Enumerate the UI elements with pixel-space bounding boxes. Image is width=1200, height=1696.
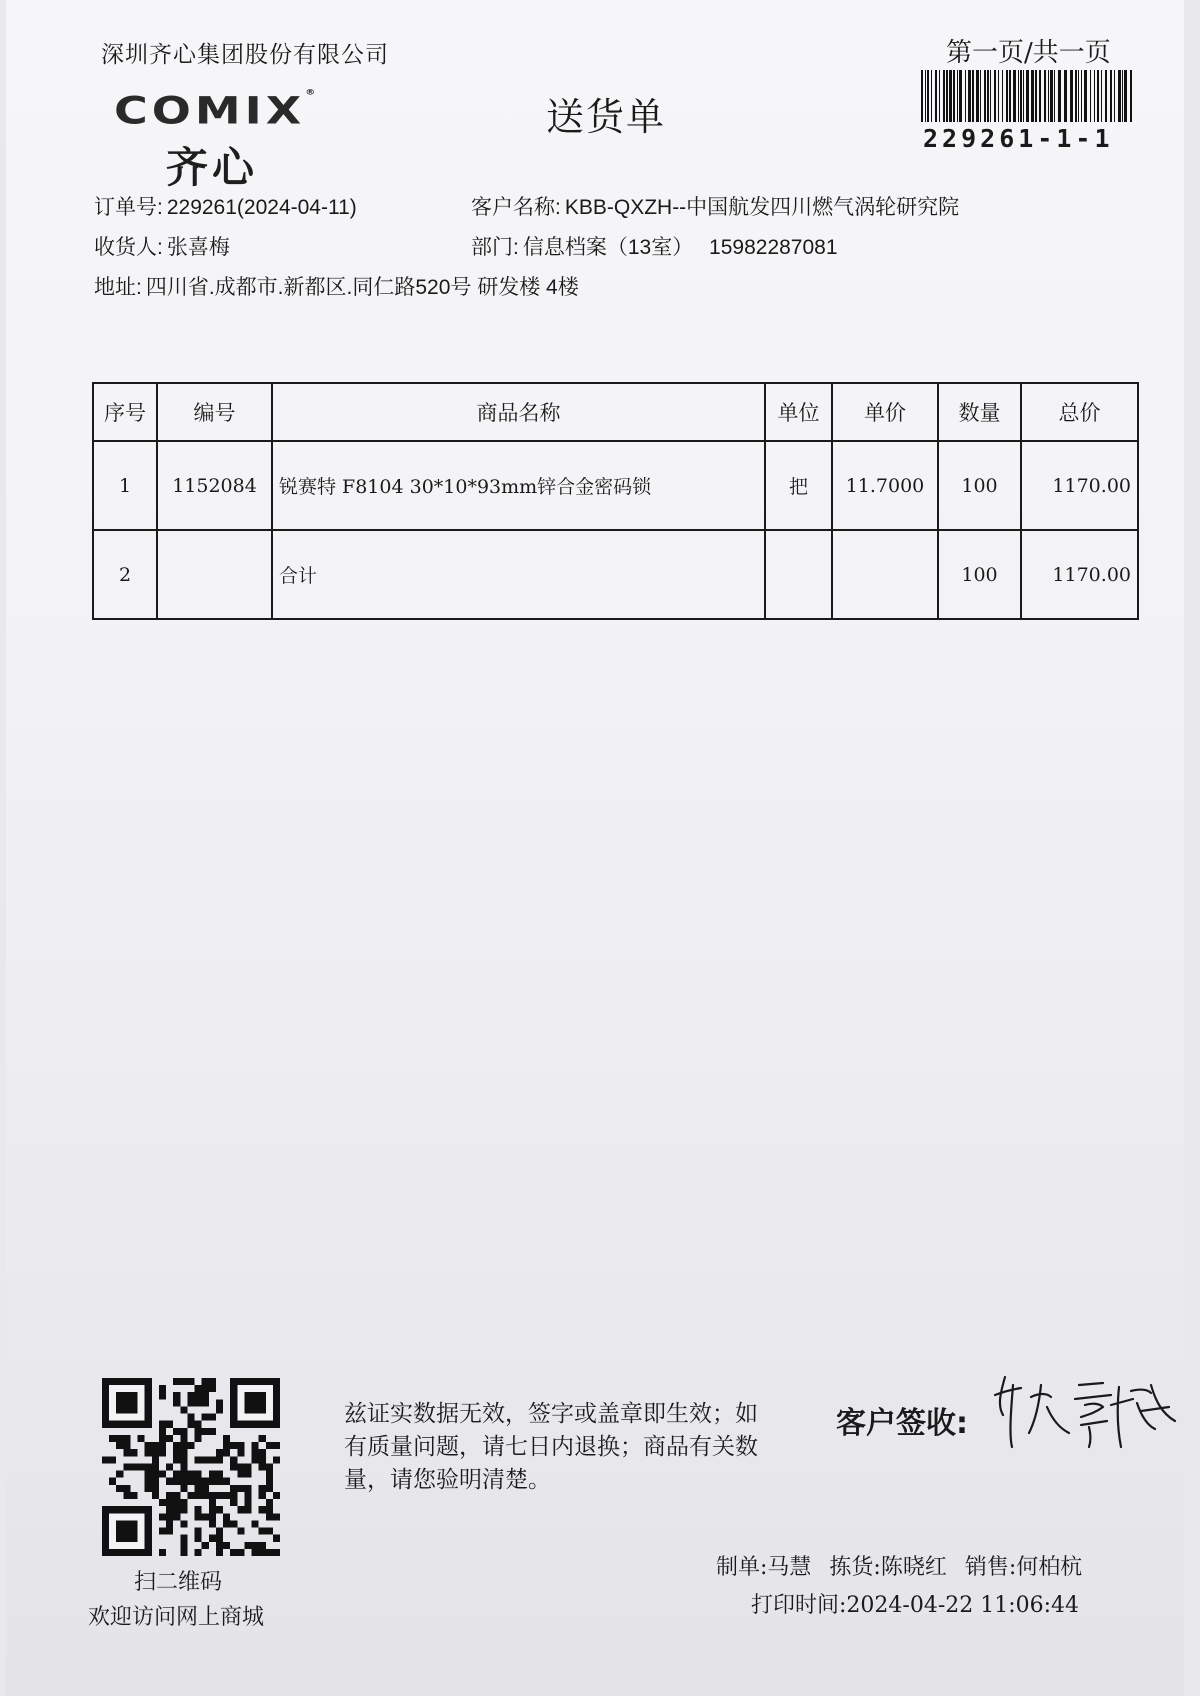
column-header: 单价 [832, 383, 938, 441]
qr-caption-mall: 欢迎访问网上商城 [88, 1605, 265, 1630]
column-header: 编号 [157, 383, 272, 441]
cell-code: 1152084 [157, 441, 272, 530]
column-header: 商品名称 [272, 383, 765, 441]
department: 部门: 信息档案（13室） 15982287081 [471, 236, 838, 259]
comix-logo-chinese: 齐心 [166, 143, 259, 192]
cell-quantity: 100 [938, 441, 1021, 530]
cell-unit-price: 11.7000 [832, 441, 938, 530]
qr-code-image [102, 1378, 280, 1556]
column-header: 总价 [1021, 383, 1138, 441]
table-row [93, 441, 1138, 530]
table-row-total [93, 530, 1138, 619]
page-indicator: 第一页/共一页 [946, 38, 1111, 68]
order-number: 订单号: 229261(2024-04-11) [94, 196, 357, 219]
cell-quantity: 100 [938, 530, 1021, 619]
document-title: 送货单 [546, 95, 667, 139]
print-time: 打印时间:2024-04-22 11:06:44 [751, 1593, 1080, 1618]
column-header: 数量 [938, 383, 1021, 441]
receiver: 收货人: 张喜梅 [94, 236, 230, 259]
handwritten-signature [991, 1355, 1181, 1455]
sales: 销售:何柏杭 [964, 1555, 1083, 1580]
column-header: 序号 [93, 383, 157, 441]
address: 地址: 四川省.成都市.新都区.同仁路520号 研发楼 4楼 [94, 276, 579, 299]
customer-name: 客户名称: KBB-QXZH--中国航发四川燃气涡轮研究院 [471, 196, 960, 219]
cell-seq: 1 [93, 441, 157, 530]
comix-logo-text: COMIX® [114, 88, 316, 133]
delivery-note-paper [6, 0, 1184, 1696]
phone-number: 15982287081 [709, 236, 838, 259]
cell-seq: 2 [93, 530, 157, 619]
cell-unit [765, 530, 832, 619]
barcode-number: 229261-1-1 [923, 124, 1114, 153]
cell-unit-price [832, 530, 938, 619]
cell-unit: 把 [765, 441, 832, 530]
company-name: 深圳齐心集团股份有限公司 [101, 42, 389, 68]
cell-product-name: 合计 [272, 530, 765, 619]
notice-text: 兹证实数据无效，签字或盖章即生效；如有质量问题，请七日内退换；商品有关数量，请您验明清楚。 [344, 1401, 758, 1493]
cell-total: 1170.00 [1021, 530, 1138, 619]
picker: 拣货:陈晓红 [829, 1555, 947, 1580]
table-header-row [93, 383, 1138, 441]
maker: 制单:马慧 [716, 1555, 812, 1580]
items-table [92, 382, 1139, 620]
cell-code [157, 530, 272, 619]
column-header: 单位 [765, 383, 832, 441]
cell-total: 1170.00 [1021, 441, 1138, 530]
qr-caption: 扫二维码 [134, 1570, 223, 1595]
cell-product-name: 锐赛特 F8104 30*10*93mm锌合金密码锁 [272, 441, 765, 530]
customer-sign-label: 客户签收: [836, 1406, 968, 1441]
barcode-image [921, 70, 1136, 122]
staff-line [716, 1550, 1100, 1581]
